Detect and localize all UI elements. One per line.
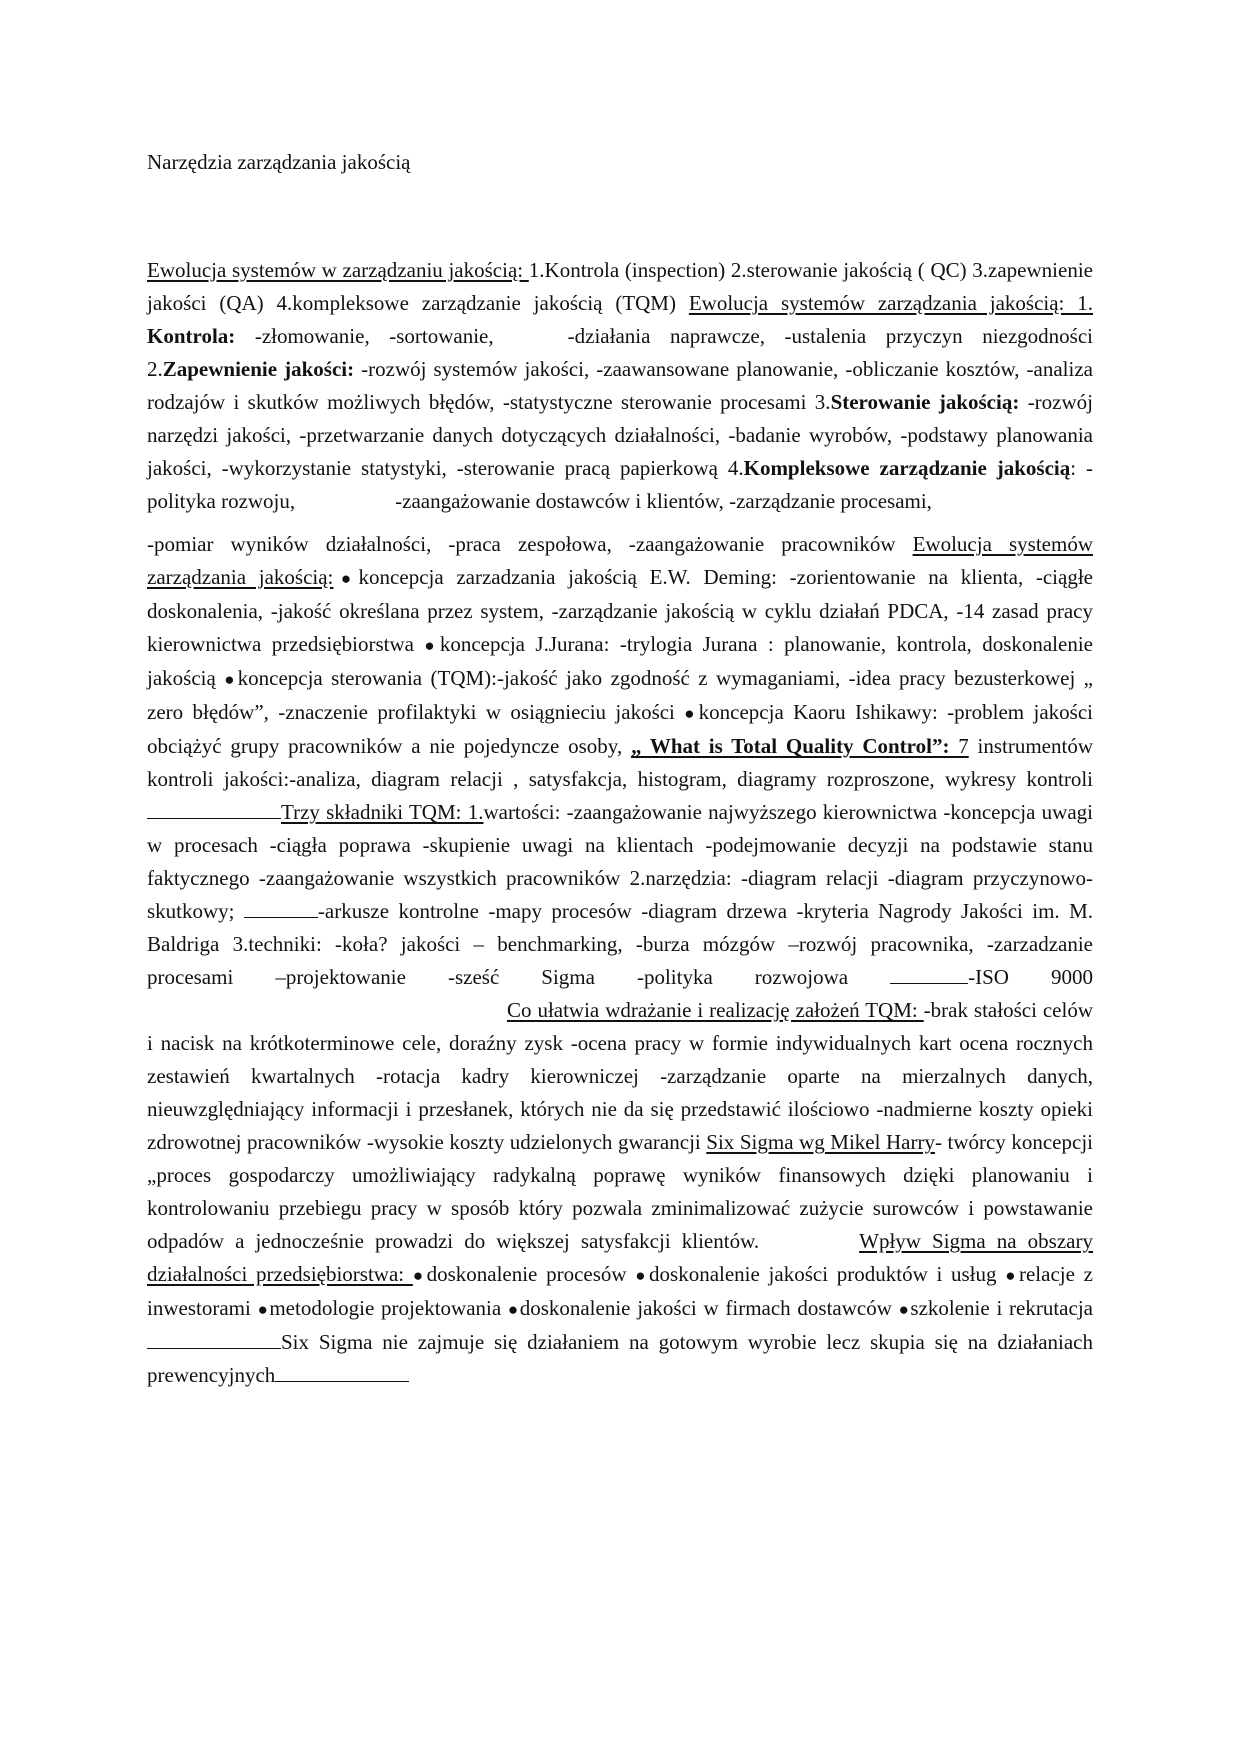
text-run: -zaangażowanie dostawców i klientów, -zarządzanie procesami, <box>395 489 932 513</box>
document-body <box>147 254 1093 1392</box>
underlined-heading: Trzy składniki TQM: 1. <box>281 800 484 824</box>
text-run: instrumentów kontroli jakości:-analiza, diagram relacji , satysfakcja, histogram, diagramy rozproszone, wykresy kontroli <box>147 734 1093 791</box>
text-run: relacje z inwestorami <box>147 1262 1093 1320</box>
text-run: doskonalenie procesów <box>426 1262 636 1286</box>
underlined-heading: Six Sigma wg Mikel Harry <box>706 1130 935 1154</box>
text-run: -arkusze kontrolne -mapy procesów -diagram drzewa -kryteria Nagrody Jakości im. M. Baldriga 3.techniki: -koła? jakości – benchmarking, -burza mózgów –rozwój pracownika, -zarzadzanie procesami –projektowanie -sześć Sigma -polityka rozwojowa <box>147 899 1094 989</box>
text-run: -złomowanie, -sortowanie, <box>235 324 494 348</box>
bullet-icon: ● <box>1005 1266 1019 1285</box>
text-run: doskonalenie jakości w firmach dostawców <box>519 1296 899 1320</box>
underlined-heading: Ewolucja systemów zarządzania jakością: <box>147 532 1093 589</box>
bullet-icon: ● <box>257 1300 270 1319</box>
text-run: koncepcja sterowania (TQM):-jakość jako zgodność z wymaganiami, -idea pracy bezusterkowej „ zero błędów”, -znaczenie profilaktyki w osiągnieciu jakości <box>147 666 1093 724</box>
text-run: : -polityka rozwoju, <box>147 456 1094 513</box>
bold-term: Kontrola: <box>147 324 236 348</box>
bullet-icon: ● <box>333 569 359 588</box>
bullet-icon: ● <box>224 670 238 689</box>
text-run: metodologie projektowania <box>269 1296 508 1320</box>
text-run: 1.Kontrola (inspection) 2.sterowanie jakością ( QC) 3.zapewnienie jakości (QA) 4.kompleksowe zarządzanie jakością (TQM) <box>147 258 1093 315</box>
bullet-icon: ● <box>424 636 440 655</box>
text-run: koncepcja J.Jurana: -trylogia Jurana : planowanie, kontrola, doskonalenie jakością <box>147 632 1093 690</box>
underlined-heading: Co ułatwia wdrażanie i realizację założeń TQM: <box>507 998 924 1022</box>
underlined-heading: Ewolucja systemów w zarządzaniu jakością: <box>147 258 529 282</box>
bullet-icon: ● <box>898 1300 911 1319</box>
text-run: -działania naprawcze, -ustalenia przyczyn niezgodności 2. <box>147 324 1094 381</box>
document-title: Narzędzia zarządzania jakością <box>147 150 411 174</box>
text-run: -rozwój narzędzi jakości, -przetwarzanie danych dotyczących działalności, -badanie wyrobów, -podstawy planowania jakości, -wykorzystanie statystyki, -sterowanie pracą papierkową 4. <box>147 390 1093 480</box>
text-run: -pomiar wyników działalności, -praca zespołowa, -zaangażowanie pracowników <box>147 532 913 556</box>
underlined-bold-heading: „ What is Total Quality Control”: <box>630 734 950 758</box>
bullet-icon: ● <box>684 704 699 723</box>
text-run: koncepcja Kaoru Ishikawy: -problem jakości obciążyć grupy pracowników a nie pojedyncze osoby, <box>147 700 1093 758</box>
underlined-heading: Ewolucja systemów zarządzania jakością: 1. <box>688 291 1093 315</box>
blank-rule <box>244 895 318 918</box>
blank-rule <box>147 796 281 819</box>
text-run: doskonalenie jakości produktów i usług <box>649 1262 1006 1286</box>
text-run: - twórcy koncepcji „proces gospodarczy umożliwiający radykalną poprawę wyników finansowych dzięki planowaniu i kontrolowaniu przebiegu pracy w sposób który pozwala zminimalizować zużycie surowców i powstawanie odpadów a jednocześnie prowadzi do większej satysfakcji klientów. <box>147 1130 1093 1253</box>
blank-rule <box>275 1359 409 1382</box>
bullet-icon: ● <box>635 1266 650 1285</box>
text-run: -ISO 9000 <box>968 965 1093 989</box>
text-run: -rozwój systemów jakości, -zaawansowane planowanie, -obliczanie kosztów, -analiza rodzajów i skutków możliwych błędów, -statystyczne sterowanie procesami 3. <box>147 357 1093 414</box>
bullet-icon: ● <box>412 1266 427 1285</box>
bold-term: Kompleksowe zarządzanie jakością <box>743 456 1071 480</box>
bold-term: Sterowanie jakością: <box>830 390 1020 414</box>
underlined-heading: Wpływ Sigma na obszary działalności przedsiębiorstwa: <box>147 1229 1093 1286</box>
text-run: Six Sigma nie zajmuje się działaniem na gotowym wyrobie lecz skupia się na działaniach prewencyjnych <box>147 1330 1093 1387</box>
blank-rule <box>147 1326 281 1349</box>
text-run: -brak stałości celów i nacisk na krótkoterminowe cele, doraźny zysk -ocena pracy w formie indywidualnych kart ocena rocznych zestawień kwartalnych -rotacja kadry kierowniczej -zarządzanie oparte na mierzalnych danych, nieuwzględniający informacji i przesłanek, których nie da się przedstawić ilościowo -nadmierne koszty opieki zdrowotnej pracowników -wysokie koszty udzielonych gwarancji <box>147 998 1093 1154</box>
paragraph-2 <box>147 528 1093 1392</box>
underlined-number: 7 <box>949 734 969 758</box>
paragraph-1 <box>147 254 1093 518</box>
blank-rule <box>890 961 968 984</box>
bullet-icon: ● <box>507 1300 520 1319</box>
text-run: szkolenie i rekrutacja <box>910 1296 1093 1320</box>
text-run: wartości: -zaangażowanie najwyższego kierownictwa -koncepcja uwagi w procesach -ciągła poprawa -skupienie uwagi na klientach -podejmowanie decyzji na podstawie stanu faktycznego -zaangażowanie wszystkich pracowników 2.narzędzia: -diagram relacji -diagram przyczynowo- skutkowy; <box>147 800 1093 923</box>
bold-term: Zapewnienie jakości: <box>162 357 355 381</box>
text-run: koncepcja zarzadzania jakością E.W. Deming: -zorientowanie na klienta, -ciągłe doskonalenia, -jakość określana przez system, -zarządzanie jakością w cyklu działań PDCA, -14 zasad pracy kierownictwa przedsiębiorstwa <box>147 565 1093 656</box>
